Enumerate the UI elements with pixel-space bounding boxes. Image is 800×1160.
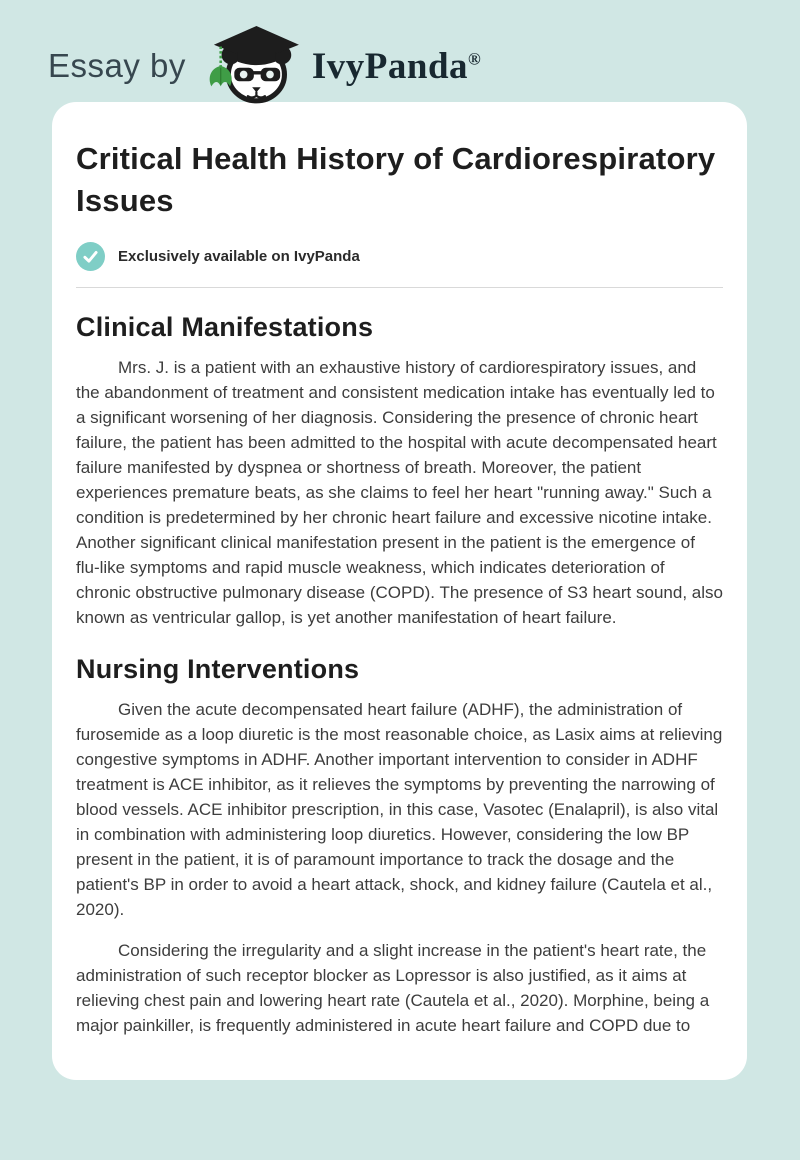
registered-mark: ® [468, 49, 482, 69]
brand-name: IvyPanda® [311, 45, 482, 87]
paragraph-nursing-1: Given the acute decompensated heart failure (ADHF), the administration of furosemide as a loop diuretic is the most reasonable choice, as Lasix aims at relieving congestive symptoms in ADHF. Another important intervention to consider in ADHF treatment is ACE inhibitor, as it relieves the symptoms by preventing the narrowing of blood vessels. ACE inhibitor prescription, in this case, Vasotec (Enalapril), is also vital in combination with administering loop diuretics. However, considering the low BP present in the patient, it is of paramount importance to track the dosage and the patient's BP in order to avoid a heart attack, shock, and kidney failure (Cautela et al., 2020). [76, 700, 723, 919]
site-header [0, 0, 800, 102]
check-icon [76, 242, 105, 271]
section-heading-nursing-interventions: Nursing Interventions [76, 654, 360, 684]
essay-card [52, 102, 747, 1080]
paragraph-nursing-2: Considering the irregularity and a slight increase in the patient's heart rate, the administration of such receptor blocker as Lopressor is also justified, as it aims at relieving chest pain and lowering heart rate (Cautela et al., 2020). Morphine, being a major painkiller, is frequently administered in acute heart failure and COPD due to [76, 941, 710, 1035]
page-title: Critical Health History of Cardiorespiratory Issues [76, 141, 716, 218]
section-heading-clinical-manifestations: Clinical Manifestations [76, 312, 374, 342]
badge-text: Exclusively available on IvyPanda [118, 248, 360, 265]
panda-logo-icon [202, 22, 304, 110]
paragraph-clinical-1: Mrs. J. is a patient with an exhaustive history of cardiorespiratory issues, and the abandonment of treatment and consistent medication intake has eventually led to a significant worsening of her diagnosis. Considering the presence of chronic heart failure, the patient has been admitted to the hospital with acute decompensated heart failure manifested by dyspnea or shortness of breath. Moreover, the patient experiences premature beats, as she claims to feel her heart "running away." Such a condition is predetermined by her chronic heart failure and excessive nicotine intake. Another significant clinical manifestation present in the patient is the emergence of flu-like symptoms and rapid muscle weakness, which indicates deterioration of chronic obstructive pulmonary disease (COPD). The presence of S3 heart sound, also known as ventricular gallop, is yet another manifestation of heart failure. [76, 358, 723, 627]
divider [76, 287, 723, 288]
ivypanda-logo[interactable] [202, 22, 481, 110]
exclusive-badge [76, 242, 723, 271]
essay-by-label: Essay by [48, 47, 186, 84]
